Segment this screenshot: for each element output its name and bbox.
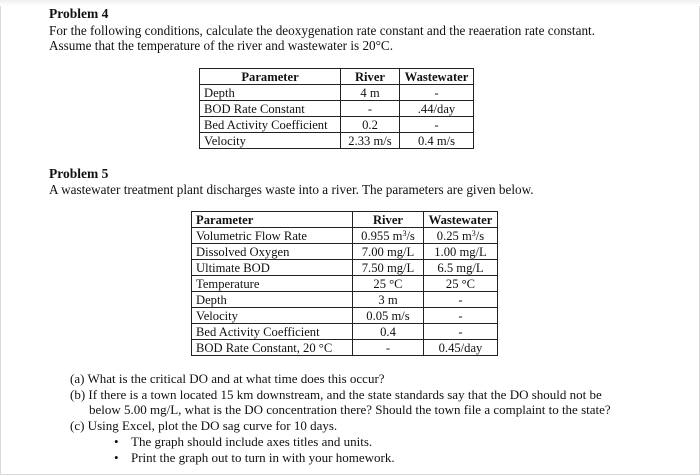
cell-river: 3 m: [353, 292, 424, 308]
table-row: [192, 292, 498, 308]
header-wastewater: Wastewater: [400, 69, 474, 85]
cell-param: BOD Rate Constant, 20 °C: [192, 340, 353, 356]
table-row: [192, 324, 498, 340]
cell-wastewater: 0.45/day: [424, 340, 498, 356]
cell-river: 0.05 m/s: [353, 308, 424, 324]
cell-wastewater: 6.5 mg/L: [424, 260, 498, 276]
cell-param: Velocity: [200, 133, 341, 149]
cell-river: 7.50 mg/L: [353, 260, 424, 276]
header-river: River: [353, 212, 424, 228]
table-row: [200, 133, 474, 149]
table-header-row: [192, 212, 498, 228]
cell-param: Depth: [200, 85, 341, 101]
cell-river: 2.33 m/s: [341, 133, 400, 149]
cell-river: -: [341, 101, 400, 117]
cell-param: Depth: [192, 292, 353, 308]
header-wastewater: Wastewater: [424, 212, 498, 228]
header-river: River: [341, 69, 400, 85]
cell-wastewater: 25 °C: [424, 276, 498, 292]
cell-river: 7.00 mg/L: [353, 244, 424, 260]
bullet-icon: •: [114, 450, 119, 465]
cell-river: 0.2: [341, 117, 400, 133]
table-row: [192, 340, 498, 356]
cell-param: Bed Activity Coefficient: [192, 324, 353, 340]
cell-param: Temperature: [192, 276, 353, 292]
bullet-icon: •: [114, 434, 119, 449]
header-parameter: Parameter: [200, 69, 341, 85]
cell-param: Bed Activity Coefficient: [200, 117, 341, 133]
problem5-title: Problem 5: [49, 166, 109, 181]
problem4-table: [199, 68, 474, 149]
bullet-item: Print the graph out to turn in with your homework.: [131, 450, 395, 465]
bullet-item: The graph should include axes titles and units.: [131, 434, 373, 449]
cell-wastewater-value: 0.25 m: [436, 228, 472, 243]
cell-wastewater: [424, 228, 498, 244]
cell-wastewater: -: [400, 117, 474, 133]
problem5-table: [191, 211, 498, 356]
unit-suffix: /s: [475, 228, 485, 243]
cell-param: Velocity: [192, 308, 353, 324]
cell-river: 4 m: [341, 85, 400, 101]
question-a: (a) What is the critical DO and at what time does this occur?: [70, 371, 385, 386]
table-row: [192, 244, 498, 260]
problem4-text-line1: For the following conditions, calculate the deoxygenation rate constant and the reaeration rate constant.: [49, 23, 595, 38]
table-row: [192, 260, 498, 276]
cell-param: Volumetric Flow Rate: [192, 228, 353, 244]
cell-river: [353, 228, 424, 244]
question-c: (c) Using Excel, plot the DO sag curve for 10 days.: [70, 418, 338, 433]
cell-param: Dissolved Oxygen: [192, 244, 353, 260]
table-row: [200, 117, 474, 133]
cell-river-value: 0.955 m: [361, 228, 403, 243]
cell-wastewater: -: [424, 324, 498, 340]
cell-wastewater: -: [400, 85, 474, 101]
cell-wastewater: .44/day: [400, 101, 474, 117]
cell-wastewater: -: [424, 308, 498, 324]
cell-wastewater: 0.4 m/s: [400, 133, 474, 149]
table-row: [192, 228, 498, 244]
table-header-row: [200, 69, 474, 85]
problem5-text: A wastewater treatment plant discharges waste into a river. The parameters are given below.: [49, 182, 534, 197]
problem4-text-line2: Assume that the temperature of the river and wastewater is 20°C.: [49, 38, 394, 53]
question-b-line2: below 5.00 mg/L, what is the DO concentration there? Should the town file a complaint to the state?: [89, 402, 611, 417]
question-b-line1: (b) If there is a town located 15 km downstream, and the state standards say that the DO should not be: [70, 387, 602, 402]
cell-param: Ultimate BOD: [192, 260, 353, 276]
problem4-title: Problem 4: [49, 6, 109, 21]
unit-sup: 3: [402, 228, 407, 238]
cell-wastewater: -: [424, 292, 498, 308]
table-row: [192, 308, 498, 324]
table-row: [192, 276, 498, 292]
unit-sup: 3: [471, 228, 476, 238]
unit-suffix: /s: [406, 228, 415, 243]
header-parameter: Parameter: [192, 212, 353, 228]
cell-river: 0.4: [353, 324, 424, 340]
cell-wastewater: 1.00 mg/L: [424, 244, 498, 260]
table-row: [200, 101, 474, 117]
cell-param: BOD Rate Constant: [200, 101, 341, 117]
cell-river: 25 °C: [353, 276, 424, 292]
cell-river: -: [353, 340, 424, 356]
table-row: [200, 85, 474, 101]
